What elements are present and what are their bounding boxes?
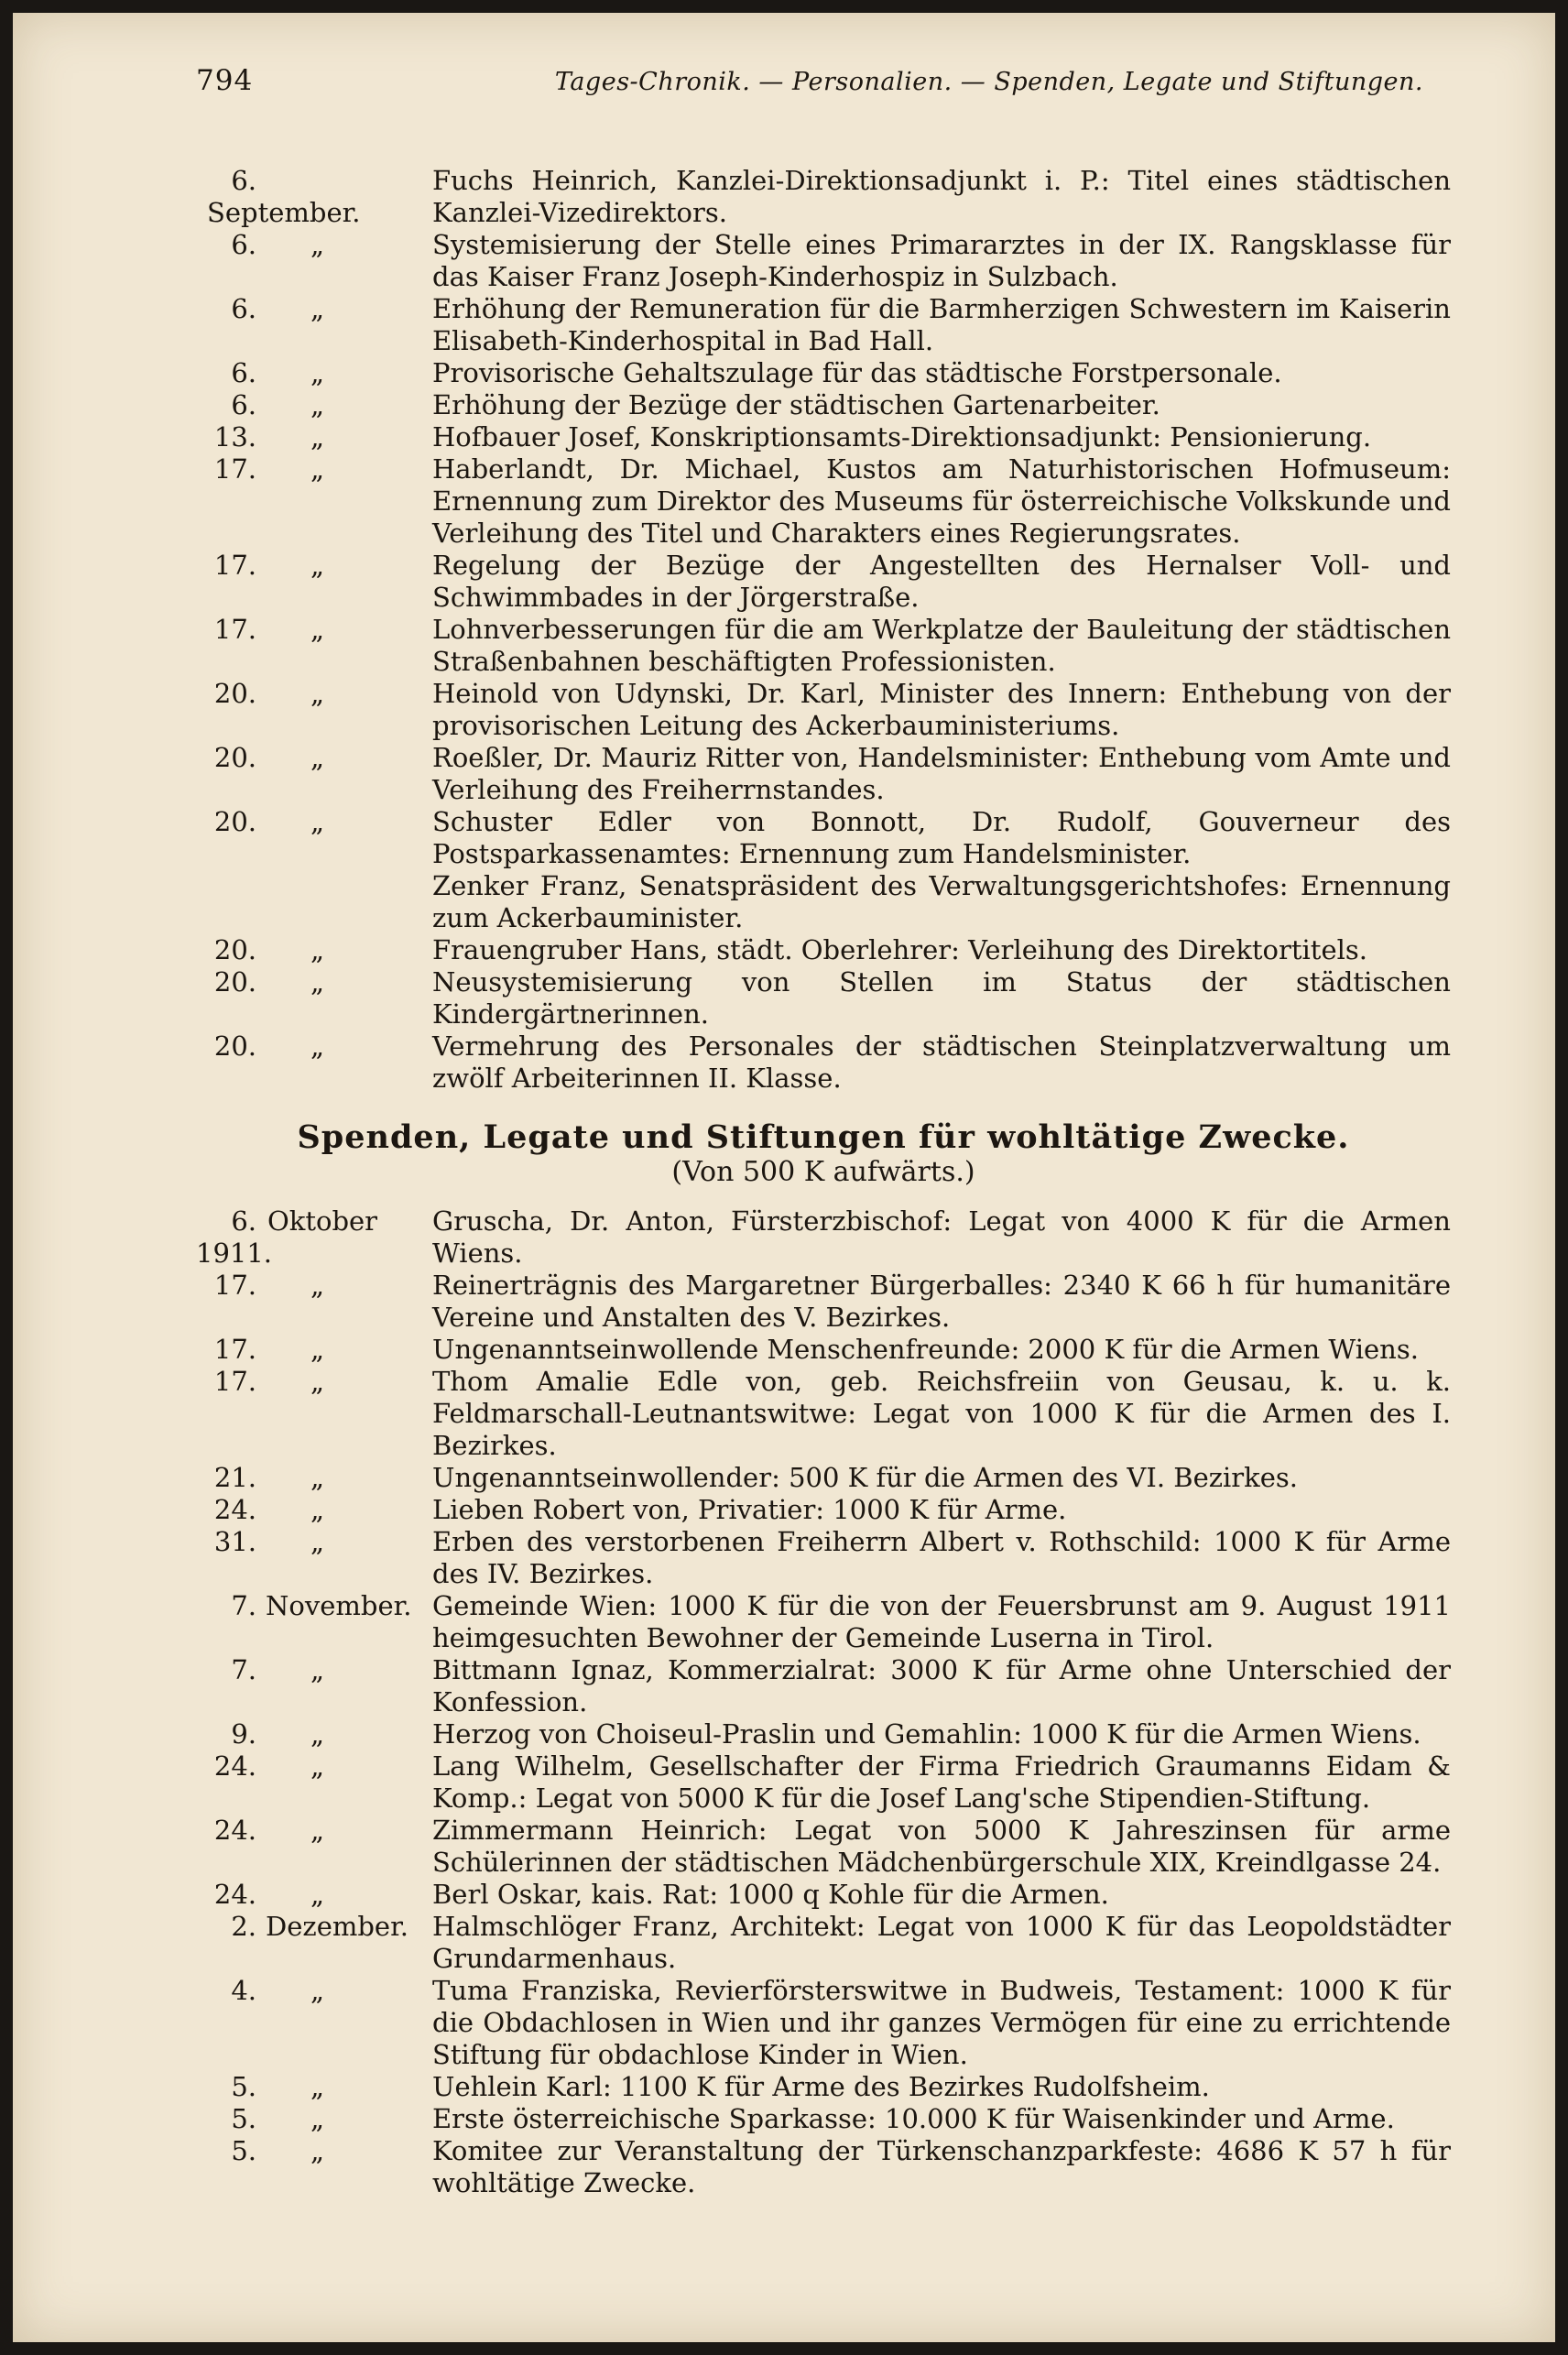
entry-text: Uehlein Karl: 1100 K für Arme des Bezirkes Rudolfsheim. [432,2071,1210,2102]
ditto-mark: „ [310,806,325,837]
entry-text: Systemisierung der Stelle eines Primararztes in der IX. Rangsklasse für das Kaiser Franz Joseph-Kinderhospiz in Sulzbach. [432,229,1451,292]
list-item [196,1334,1451,1366]
entry-month: Dezember. [266,1911,408,1942]
entry-day: 2. [231,1911,256,1942]
running-title: Tages-Chronik. — Personalien. — Spenden, Legate und Stiftungen. [554,68,1423,96]
list-item [196,1654,1451,1718]
entry-day: 21. [213,1462,256,1493]
list-item [196,1911,1451,1975]
entry-day: 5. [231,2135,256,2166]
entry-day: 24. [213,1879,256,1910]
entry-text: Erhöhung der Remuneration für die Barmherzigen Schwestern im Kaiserin Elisabeth-Kinderhospital in Bad Hall. [432,293,1451,356]
entry-text: Gemeinde Wien: 1000 K für die von der Feuersbrunst am 9. August 1911 heimgesuchten Bewohner der Gemeinde Luserna in Tirol. [432,1590,1451,1653]
entry-day: 5. [231,2103,256,2134]
entry-day: 20. [213,934,256,965]
entry-text: Reinerträgnis des Margaretner Bürgerballes: 2340 K 66 h für humanitäre Vereine und Anstalten des V. Bezirkes. [432,1270,1451,1333]
section-subtitle: (Von 500 K aufwärts.) [671,1156,975,1188]
ditto-mark: „ [310,389,325,420]
list-item [196,453,1451,550]
ditto-mark: „ [310,1975,325,2006]
list-item [196,1718,1451,1750]
ditto-mark: „ [310,2071,325,2102]
list-item [196,1366,1451,1462]
page-header [196,64,1423,101]
ditto-mark: „ [310,2103,325,2134]
ditto-mark: „ [310,934,325,965]
entry-month: Oktober 1911. [196,1205,378,1269]
entry-day: 17. [213,614,256,645]
list-item [196,742,1451,806]
entry-day: 20. [213,1030,256,1062]
entry-day: 24. [213,1815,256,1846]
personalien-list [196,165,1451,1095]
ditto-mark: „ [310,1030,325,1062]
ditto-mark: „ [310,1750,325,1782]
ditto-mark: „ [310,1654,325,1685]
entry-text: Ungenanntseinwollende Menschenfreunde: 2000 K für die Armen Wiens. [432,1334,1419,1365]
entry-text: Ungenanntseinwollender: 500 K für die Armen des VI. Bezirkes. [432,1462,1298,1493]
ditto-mark: „ [310,1494,325,1525]
ditto-mark: „ [310,293,325,324]
list-item [196,1526,1451,1590]
entry-text: Vermehrung des Personales der städtischen Steinplatzverwaltung um zwölf Arbeiterinnen II. Klasse. [432,1030,1451,1094]
entry-text: Lieben Robert von, Privatier: 1000 K für Arme. [432,1494,1067,1525]
entry-text: Erhöhung der Bezüge der städtischen Gartenarbeiter. [432,389,1160,420]
list-item [196,1590,1451,1654]
entry-day: 6. [231,165,256,196]
entry-text: Heinold von Udynski, Dr. Karl, Minister des Innern: Enthebung von der provisorischen Leitung des Ackerbauministeriums. [432,678,1451,741]
entry-day: 6. [231,389,256,420]
entry-day: 17. [213,1334,256,1365]
entry-text: Frauengruber Hans, städt. Oberlehrer: Verleihung des Direktortitels. [432,934,1367,965]
entry-text: Haberlandt, Dr. Michael, Kustos am Naturhistorischen Hofmuseum: Ernennung zum Direktor des Museums für österreichische Volkskunde und Verleihung des Titel und Charakters eines Regierungsrates. [432,453,1451,549]
ditto-mark: „ [310,357,325,388]
entry-day: 5. [231,2071,256,2102]
spenden-list [196,1205,1451,2199]
ditto-mark: „ [310,1270,325,1301]
page-number: 794 [196,64,254,97]
list-item [196,2071,1451,2103]
list-item [196,870,1451,934]
entry-text: Erste österreichische Sparkasse: 10.000 K für Waisenkinder und Arme. [432,2103,1395,2134]
entry-text: Thom Amalie Edle von, geb. Reichsfreiin von Geusau, k. u. k. Feldmarschall-Leutnantswitwe: Legat von 1000 K für die Armen des I. Bezirkes. [432,1366,1451,1461]
list-item [196,614,1451,678]
entry-month: September. [207,197,361,228]
entry-text: Zimmermann Heinrich: Legat von 5000 K Jahreszinsen für arme Schülerinnen der städtischen Mädchenbürgerschule XIX, Kreindlgasse 24. [432,1815,1451,1878]
entry-text: Tuma Franziska, Revierförsterswitwe in Budweis, Testament: 1000 K für die Obdachlosen in Wien und ihr ganzes Vermögen für eine zu errichtende Stiftung für obdachlose Kinder in Wien. [432,1975,1451,2070]
entry-month: November. [266,1590,412,1621]
list-item [196,1815,1451,1879]
ditto-mark: „ [310,550,325,581]
entry-day: 17. [213,453,256,485]
list-item [196,389,1451,421]
ditto-mark: „ [310,614,325,645]
ditto-mark: „ [310,421,325,452]
entry-text: Hofbauer Josef, Konskriptionsamts-Direktionsadjunkt: Pensionierung. [432,421,1372,452]
entry-text: Schuster Edler von Bonnott, Dr. Rudolf, Gouverneur des Postsparkassenamtes: Ernennung zum Handelsminister. [432,806,1451,869]
entry-text: Lohnverbesserungen für die am Werkplatze der Bauleitung der städtischen Straßenbahnen beschäftigten Professionisten. [432,614,1451,677]
entry-text: Halmschlöger Franz, Architekt: Legat von 1000 K für das Leopoldstädter Grundarmenhaus. [432,1911,1451,1974]
list-item [196,1879,1451,1911]
list-item [196,934,1451,966]
list-item [196,806,1451,870]
entry-text: Roeßler, Dr. Mauriz Ritter von, Handelsminister: Enthebung vom Amte und Verleihung des Freiherrnstandes. [432,742,1451,805]
list-item [196,1975,1451,2071]
list-item [196,550,1451,614]
entry-day: 7. [231,1654,256,1685]
document-page [13,13,1555,2342]
entry-day: 6. [231,229,256,260]
list-item [196,421,1451,453]
spenden-heading [196,1119,1451,1189]
entry-day: 9. [231,1718,256,1750]
list-item [196,2103,1451,2135]
entry-text: Gruscha, Dr. Anton, Fürsterzbischof: Legat von 4000 K für die Armen Wiens. [432,1205,1451,1269]
entry-text: Berl Oskar, kais. Rat: 1000 q Kohle für die Armen. [432,1879,1109,1910]
entry-text: Lang Wilhelm, Gesellschafter der Firma Friedrich Graumanns Eidam & Komp.: Legat von 5000 K für die Josef Lang'sche Stipendien-Stiftung. [432,1750,1451,1814]
ditto-mark: „ [310,453,325,485]
entry-day: 13. [213,421,256,452]
ditto-mark: „ [310,229,325,260]
list-item [196,293,1451,357]
ditto-mark: „ [310,1815,325,1846]
entry-day: 6. [231,357,256,388]
list-item [196,1205,1451,1270]
entry-day: 6. [231,293,256,324]
entry-day: 7. [231,1590,256,1621]
ditto-mark: „ [310,1718,325,1750]
entry-day: 17. [213,1366,256,1397]
entry-text: Fuchs Heinrich, Kanzlei-Direktionsadjunkt i. P.: Titel eines städtischen Kanzlei-Vizedirektors. [432,165,1451,228]
entry-day: 24. [213,1494,256,1525]
entry-day: 6. [231,1205,256,1237]
ditto-mark: „ [310,1462,325,1493]
list-item [196,2135,1451,2199]
ditto-mark: „ [310,1879,325,1910]
entry-text: Komitee zur Veranstaltung der Türkenschanzparkfeste: 4686 K 57 h für wohltätige Zwecke. [432,2135,1451,2198]
ditto-mark: „ [310,1366,325,1397]
list-item [196,1462,1451,1494]
list-item [196,229,1451,293]
entry-day: 20. [213,806,256,837]
ditto-mark: „ [310,966,325,998]
entry-day: 17. [213,550,256,581]
list-item [196,966,1451,1030]
entry-day: 17. [213,1270,256,1301]
list-item [196,357,1451,389]
list-item [196,1494,1451,1526]
list-item [196,1270,1451,1334]
section-title: Spenden, Legate und Stiftungen für wohltätige Zwecke. [297,1118,1350,1156]
ditto-mark: „ [310,742,325,773]
entry-text: Zenker Franz, Senatspräsident des Verwaltungsgerichtshofes: Ernennung zum Ackerbauminister. [432,870,1451,933]
entry-day: 20. [213,966,256,998]
entry-day: 20. [213,678,256,709]
entry-day: 31. [213,1526,256,1557]
entry-text: Regelung der Bezüge der Angestellten des Hernalser Voll- und Schwimmbades in der Jörgerstraße. [432,550,1451,613]
list-item [196,1030,1451,1095]
entry-day: 20. [213,742,256,773]
entry-text: Bittmann Ignaz, Kommerzialrat: 3000 K für Arme ohne Unterschied der Konfession. [432,1654,1451,1717]
entry-day: 24. [213,1750,256,1782]
list-item [196,678,1451,742]
list-item [196,165,1451,229]
entry-text: Erben des verstorbenen Freiherrn Albert v. Rothschild: 1000 K für Arme des IV. Bezirkes. [432,1526,1451,1589]
entry-text: Neusystemisierung von Stellen im Status der städtischen Kindergärtnerinnen. [432,966,1451,1030]
entry-text: Provisorische Gehaltszulage für das städtische Forstpersonale. [432,357,1282,388]
list-item [196,1750,1451,1815]
entry-day: 4. [231,1975,256,2006]
ditto-mark: „ [310,2135,325,2166]
ditto-mark: „ [310,678,325,709]
ditto-mark: „ [310,1334,325,1365]
ditto-mark: „ [310,1526,325,1557]
entry-text: Herzog von Choiseul-Praslin und Gemahlin: 1000 K für die Armen Wiens. [432,1718,1421,1750]
